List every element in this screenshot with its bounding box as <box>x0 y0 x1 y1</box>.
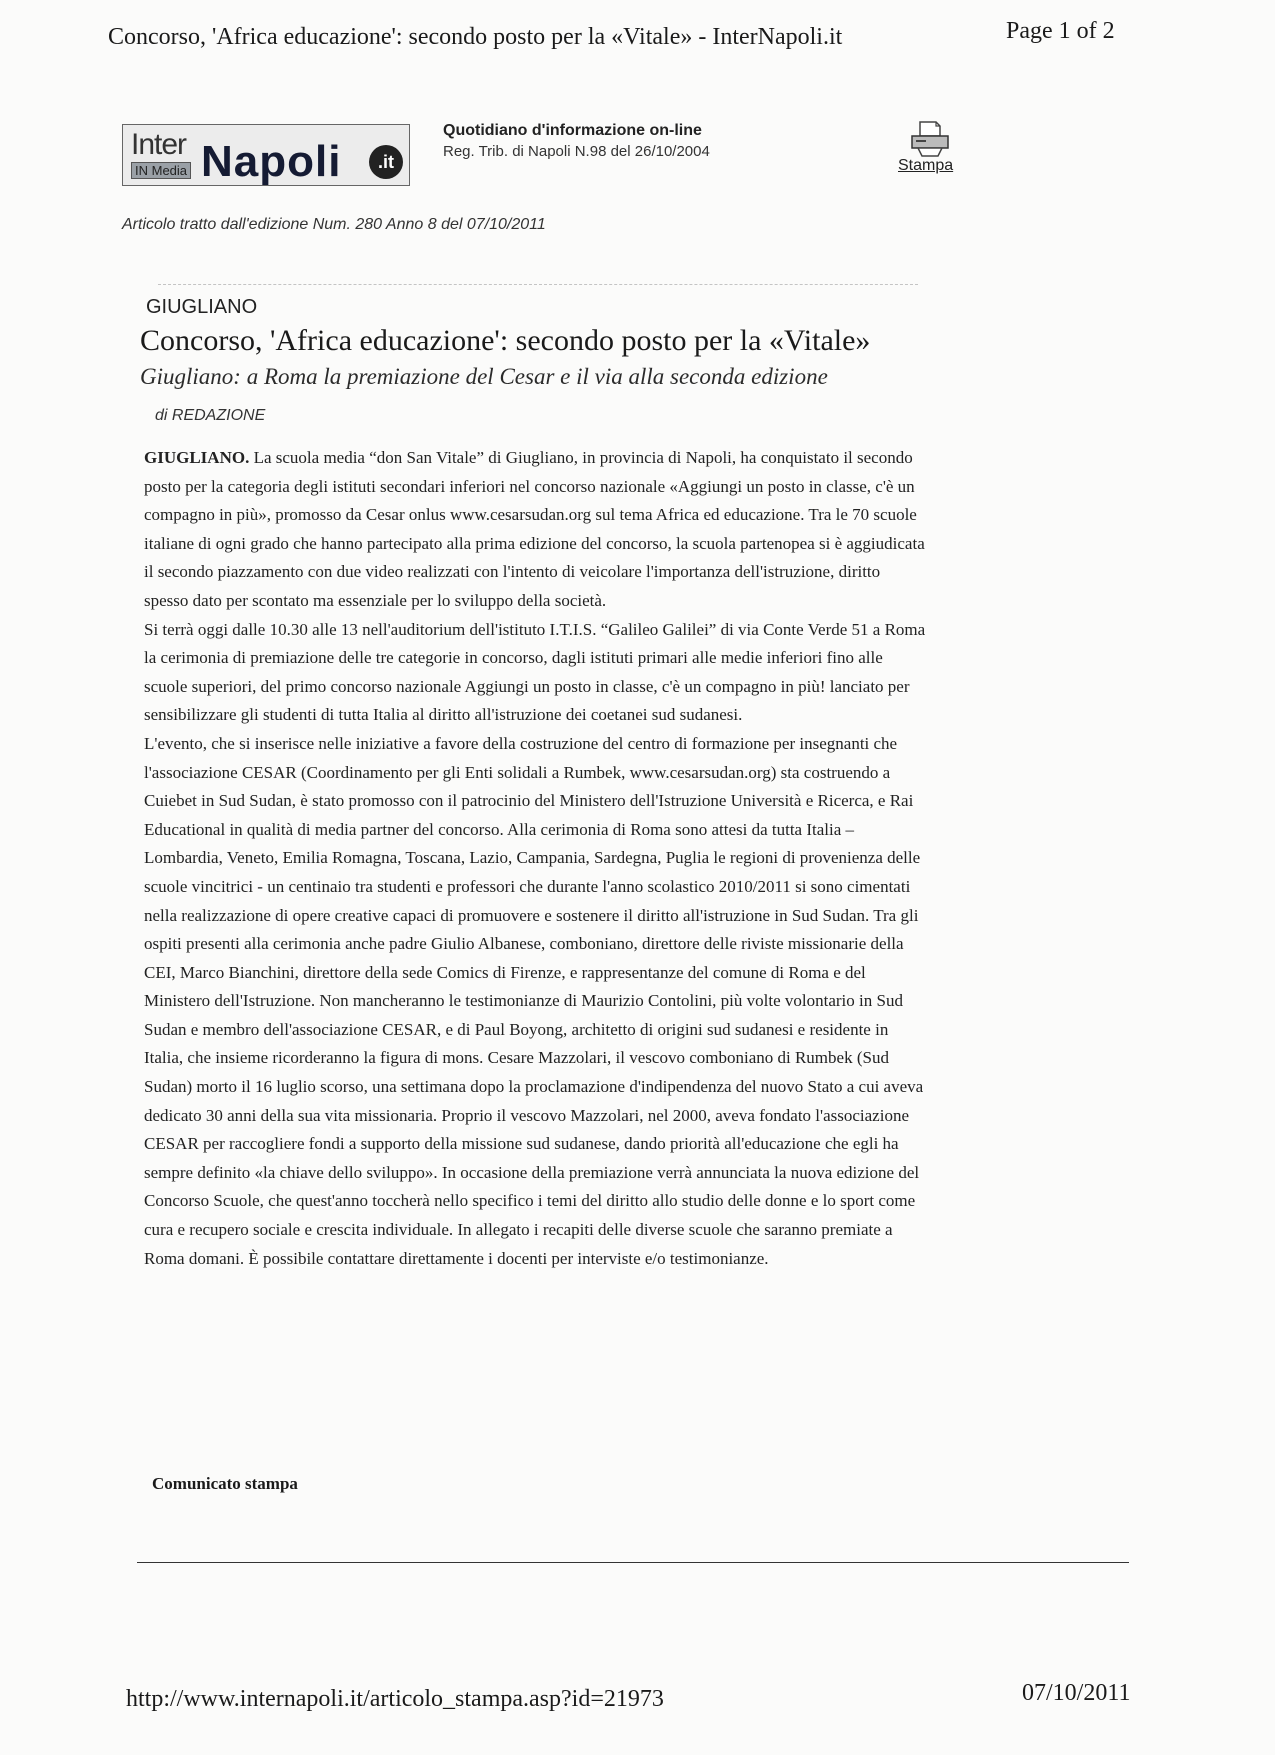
article-paragraph: L'evento, che si inserisce nelle iniziative a favore della costruzione del centro di formazione per insegnanti che l'associazione CESAR (Coordinamento per gli Enti solidali a Rumbek, www.cesarsudan.org) sta costruendo a Cuiebet in Sud Sudan, è stato promosso con il patrocinio del Ministero dell'Istruzione Università e Ricerca, e Rai Educational in qualità di media partner del concorso. Alla cerimonia di Roma sono attesi da tutta Italia – Lombardia, Veneto, Emilia Romagna, Toscana, Lazio, Campania, Sardegna, Puglia le regioni di provenienza delle scuole vincitrici - un centinaio tra studenti e professori che durante l'anno scolastico 2010/2011 si sono cimentati nella realizzazione di opere creative capaci di promuovere e sostenere il diritto all'istruzione in Sud Sudan. Tra gli ospiti presenti alla cerimonia anche padre Giulio Albanese, comboniano, direttore delle riviste missionarie della CEI, Marco Bianchini, direttore della sede Comics di Firenze, e rappresentanze del comune di Roma e del Ministero dell'Istruzione. Non mancheranno le testimonianze di Maurizio Contolini, più volte volontario in Sud Sudan e membro dell'associazione CESAR, e di Paul Boyong, architetto di origini sud sudanesi e residente in Italia, che insieme ricorderanno la figura di mons. Cesare Mazzolari, il vescovo comboniano di Rumbek (Sud Sudan) morto il 16 luglio scorso, una settimana dopo la proclamazione d'indipendenza del nuovo Stato a cui aveva dedicato 30 anni della sua vita missionaria. Proprio il vescovo Mazzolari, nel 2000, aveva fondato l'associazione CESAR per raccogliere fondi a supporto della missione sud sudanese, dando priorità all'educazione che egli ha sempre definito «la chiave dello sviluppo». In occasione della premiazione verrà annunciata la nuova edizione del Concorso Scuole, che quest'anno toccherà nello specifico i temi del diritto allo studio delle donne e lo sport come cura e recupero sociale e crescita individuale. In allegato i recapiti delle diverse scuole che saranno premiate a Roma domani. È possibile contattare direttamente i docenti per interviste e/o testimonianze. <box>144 733 924 1268</box>
masthead-tagline: Quotidiano d'informazione on-line <box>443 122 702 139</box>
article-dateline: GIUGLIANO. <box>144 448 250 467</box>
footer-divider <box>137 1562 1129 1563</box>
print-footer-date: 07/10/2011 <box>1022 1680 1131 1706</box>
article-paragraph: Si terrà oggi dalle 10.30 alle 13 nell'auditorium dell'istituto I.T.I.S. “Galileo Galilei” di via Conte Verde 51 a Roma la cerimonia di premiazione delle tre categorie in concorso, dagli istituti primari alle medie inferiori fino alle scuole superiori, del primo concorso nazionale Aggiungi un posto in classe, c'è un compagno in più! lanciato per sensibilizzare gli studenti di tutta Italia al diritto all'istruzione dei coetanei sud sudanesi. <box>144 619 926 725</box>
article-byline: di REDAZIONE <box>155 407 266 424</box>
print-header-title: Concorso, 'Africa educazione': secondo posto per la «Vitale» - InterNapoli.it <box>108 24 843 50</box>
logo-inter-text: Inter <box>131 128 187 161</box>
logo-it-badge: .it <box>369 145 403 179</box>
article-headline: Concorso, 'Africa educazione': secondo posto per la «Vitale» <box>140 324 871 357</box>
logo-napoli-text: Napoli <box>201 137 342 186</box>
section-divider <box>158 284 918 285</box>
print-page-number: Page 1 of 2 <box>1006 18 1115 44</box>
print-link[interactable]: Stampa <box>898 157 954 174</box>
article-subheadline: Giugliano: a Roma la premiazione del Cesar e il via alla seconda edizione <box>140 364 828 389</box>
edition-info: Articolo tratto dall'edizione Num. 280 Anno 8 del 07/10/2011 <box>122 216 546 233</box>
printer-icon[interactable] <box>908 118 952 158</box>
internapoli-logo[interactable] <box>122 124 410 186</box>
article-paragraph <box>144 444 928 616</box>
article-section: GIUGLIANO <box>146 296 258 318</box>
article-body <box>144 444 928 1273</box>
article-signature: Comunicato stampa <box>152 1474 298 1493</box>
print-footer-url: http://www.internapoli.it/articolo_stampa.asp?id=21973 <box>126 1686 664 1712</box>
article-paragraph-text: La scuola media “don San Vitale” di Giugliano, in provincia di Napoli, ha conquistato il secondo posto per la categoria degli istituti secondari inferiori nel concorso nazionale «Aggiungi un posto in classe, c'è un compagno in più», promosso da Cesar onlus www.cesarsudan.org sul tema Africa ed educazione. Tra le 70 scuole italiane di ogni grado che hanno partecipato alla prima edizione del concorso, la scuola partenopea si è aggiudicata il secondo piazzamento con due video realizzati con l'intento di veicolare l'importanza dell'istruzione, diritto spesso dato per scontato ma essenziale per lo sviluppo della società. <box>144 448 925 610</box>
logo-inmedia-badge: IN Media <box>131 162 191 179</box>
masthead-registration: Reg. Trib. di Napoli N.98 del 26/10/2004 <box>443 143 710 160</box>
